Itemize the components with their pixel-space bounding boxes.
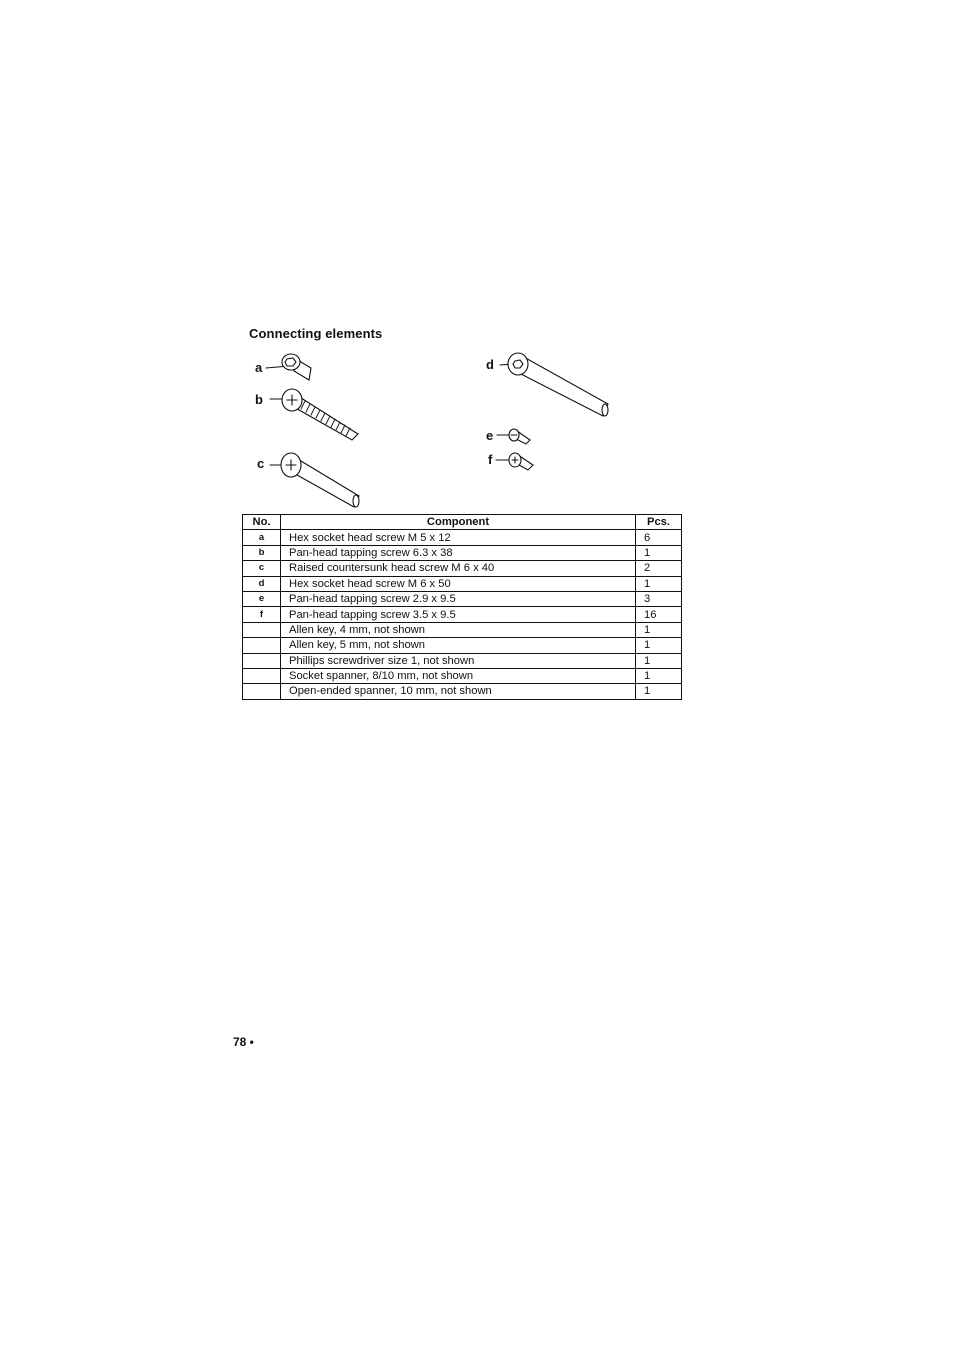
cell-pcs: 1 [636, 653, 682, 668]
screw-e-icon [497, 429, 530, 444]
screw-a-icon [266, 354, 311, 380]
cell-component: Phillips screwdriver size 1, not shown [281, 653, 636, 668]
table-row [243, 638, 682, 653]
screw-b-icon [270, 389, 358, 440]
table-header-row [243, 515, 682, 530]
cell-no [243, 622, 281, 637]
table-row [243, 668, 682, 683]
cell-pcs: 1 [636, 622, 682, 637]
table-row [243, 622, 682, 637]
cell-component: Hex socket head screw M 6 x 50 [281, 576, 636, 591]
cell-no: e [243, 591, 281, 606]
callout-e: e [486, 428, 494, 443]
parts-table [242, 514, 682, 700]
table-row [243, 591, 682, 606]
cell-pcs: 6 [636, 530, 682, 545]
cell-pcs: 1 [636, 638, 682, 653]
screw-f-icon [496, 453, 533, 470]
cell-component: Allen key, 5 mm, not shown [281, 638, 636, 653]
table-row [243, 684, 682, 699]
cell-pcs: 1 [636, 545, 682, 560]
callout-d: d [486, 357, 494, 372]
cell-pcs: 16 [636, 607, 682, 622]
cell-component: Allen key, 4 mm, not shown [281, 622, 636, 637]
callout-b: b [255, 392, 263, 407]
table-row [243, 607, 682, 622]
cell-no: b [243, 545, 281, 560]
cell-no [243, 653, 281, 668]
cell-no: d [243, 576, 281, 591]
cell-no: c [243, 561, 281, 576]
header-pcs: Pcs. [636, 515, 682, 530]
table-row [243, 653, 682, 668]
cell-no [243, 684, 281, 699]
cell-component: Open-ended spanner, 10 mm, not shown [281, 684, 636, 699]
cell-component: Raised countersunk head screw M 6 x 40 [281, 561, 636, 576]
callout-f: f [488, 452, 493, 467]
cell-pcs: 1 [636, 684, 682, 699]
header-no: No. [243, 515, 281, 530]
screw-d-icon [500, 353, 608, 416]
callout-a: a [255, 360, 263, 375]
cell-no: a [243, 530, 281, 545]
table-row [243, 561, 682, 576]
cell-component: Pan-head tapping screw 2.9 x 9.5 [281, 591, 636, 606]
cell-pcs: 2 [636, 561, 682, 576]
cell-no [243, 668, 281, 683]
cell-component: Socket spanner, 8/10 mm, not shown [281, 668, 636, 683]
section-heading: Connecting elements [249, 326, 383, 341]
table-row [243, 576, 682, 591]
screw-c-icon [270, 453, 359, 507]
cell-no: f [243, 607, 281, 622]
cell-component: Hex socket head screw M 5 x 12 [281, 530, 636, 545]
cell-pcs: 1 [636, 576, 682, 591]
screws-illustration [0, 0, 954, 520]
cell-component: Pan-head tapping screw 3.5 x 9.5 [281, 607, 636, 622]
table-row [243, 545, 682, 560]
header-component: Component [281, 515, 636, 530]
table-row [243, 530, 682, 545]
cell-pcs: 1 [636, 668, 682, 683]
cell-no [243, 638, 281, 653]
cell-pcs: 3 [636, 591, 682, 606]
cell-component: Pan-head tapping screw 6.3 x 38 [281, 545, 636, 560]
page-number: 78 • [233, 1035, 254, 1049]
callout-c: c [257, 456, 265, 471]
